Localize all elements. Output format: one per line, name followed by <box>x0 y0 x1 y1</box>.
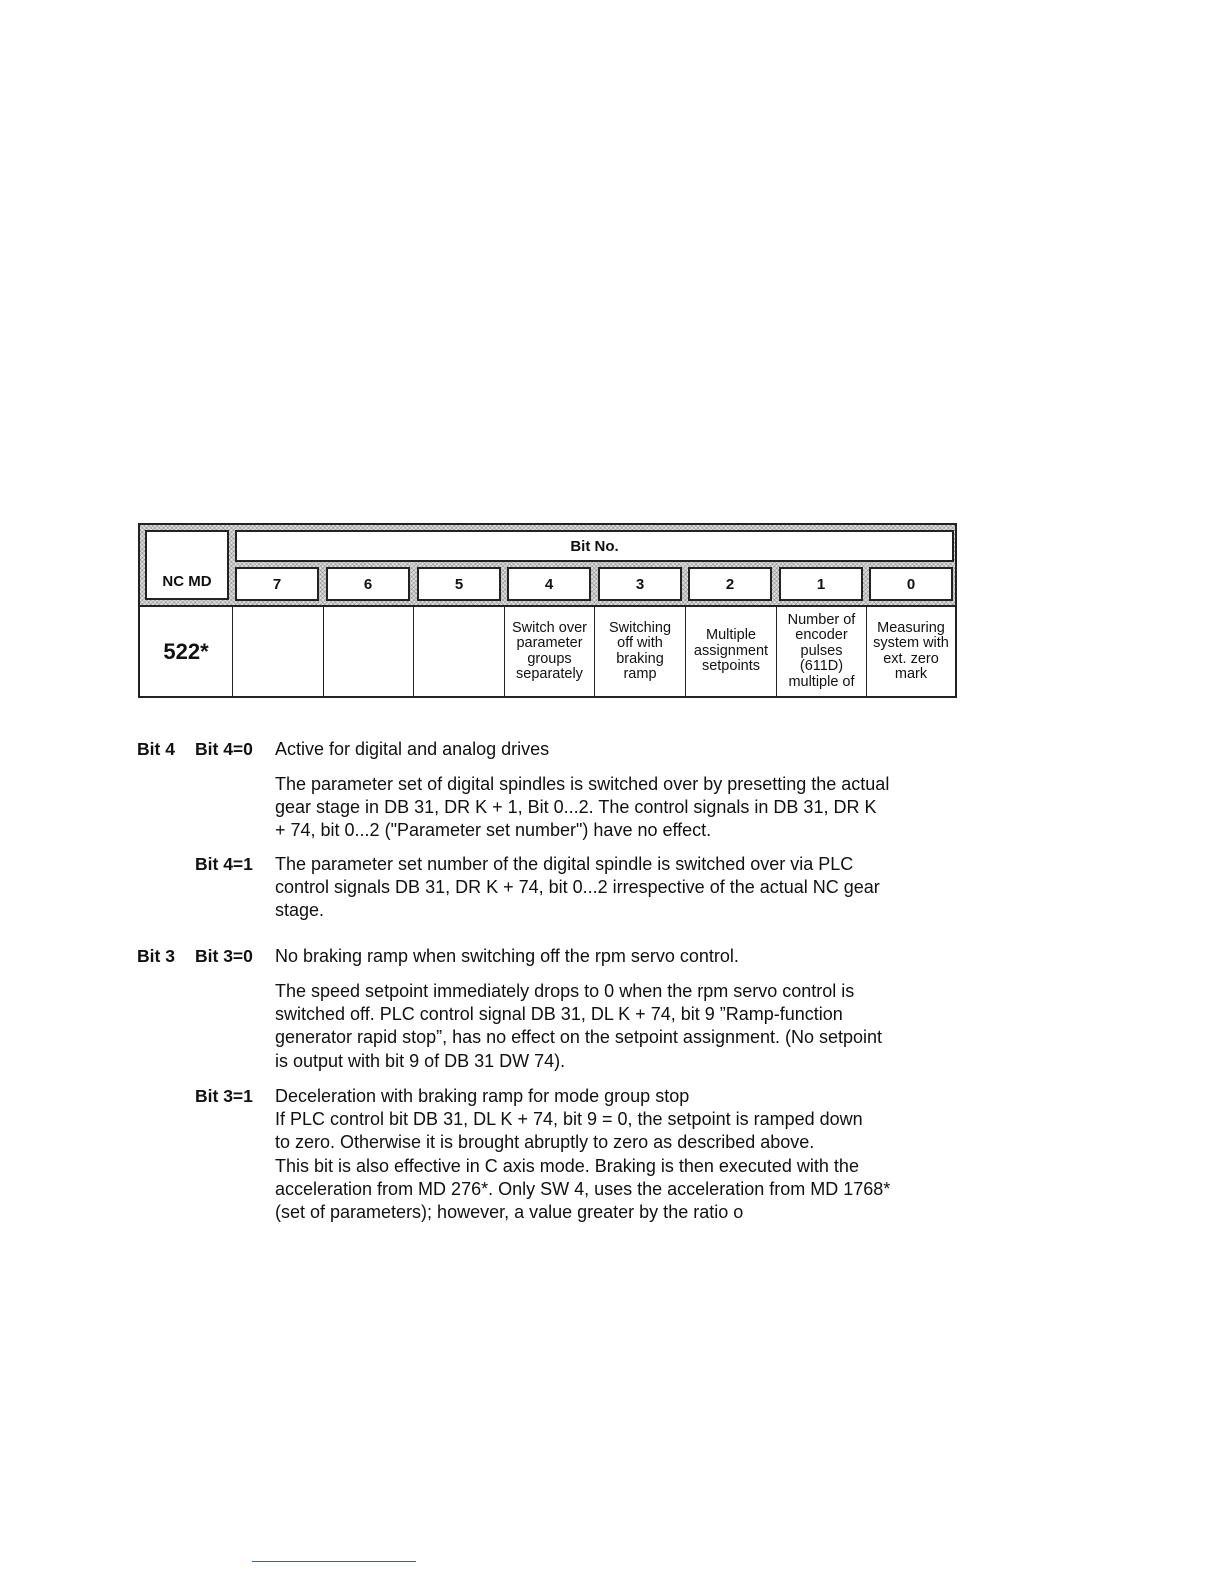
bit-number: 0 <box>906 575 916 593</box>
bit-cell-line: (611D) <box>799 658 844 675</box>
bit-number: 7 <box>272 575 282 593</box>
bit-cell-line: groups <box>527 650 572 667</box>
bit-header-0 <box>869 567 953 601</box>
bit-cell-line: setpoints <box>701 658 761 675</box>
md-value-row <box>140 605 955 696</box>
bit-number: 4 <box>544 575 554 593</box>
bit-assignment-table <box>138 523 957 698</box>
bit-cell-line: Switch over <box>512 619 587 636</box>
bit-no-label: Bit No. <box>570 537 619 555</box>
bit-number: 3 <box>635 575 645 593</box>
nc-md-label: NC MD <box>162 573 212 590</box>
bit-cell-line: braking <box>616 650 664 667</box>
bit-case-label: Bit 3=0 <box>195 946 253 966</box>
bit-cell-line: system with <box>873 635 949 651</box>
bit-cell-line: parameter <box>516 635 583 651</box>
paragraph-line: to zero. Otherwise it is brought abruptly to zero as described above. <box>275 1132 815 1153</box>
bit-cell-3 <box>594 607 685 696</box>
bit-case-paragraph <box>275 980 940 1073</box>
paragraph-line: (set of parameters); however, a value greater by the ratio o <box>275 1201 744 1222</box>
bit-cell-line: Switching <box>608 619 672 636</box>
bit-section-label: Bit 4 <box>137 739 175 759</box>
bit-cell-line: mark <box>894 666 928 682</box>
bit-cell-0 <box>866 607 955 696</box>
bit-case-paragraph <box>275 945 940 968</box>
paragraph-line: switched off. PLC control signal DB 31, DL K + 74, bit 9 ”Ramp-function <box>275 1004 843 1025</box>
paragraph-line: The parameter set of digital spindles is switched over by presetting the actual <box>275 774 890 794</box>
footer-rule <box>252 1561 416 1562</box>
bit-cell-line: Number of <box>787 611 856 628</box>
bit-cell-2 <box>685 607 776 696</box>
bit-header-2 <box>688 567 772 601</box>
bit-number: 5 <box>454 575 464 593</box>
bit-cell-6 <box>323 607 413 696</box>
paragraph-line: generator rapid stop”, has no effect on the setpoint assignment. (No setpoint <box>275 1027 883 1048</box>
bit-cell-line: pulses <box>800 642 843 659</box>
bit-case-label: Bit 4=1 <box>195 854 253 874</box>
nc-md-header <box>145 530 229 600</box>
paragraph-line: The parameter set number of the digital spindle is switched over via PLC <box>275 854 854 874</box>
md-value-cell <box>140 607 232 696</box>
bit-case-label: Bit 3=1 <box>195 1086 253 1106</box>
bit-case-paragraph <box>275 853 940 923</box>
paragraph-line: + 74, bit 0...2 ("Parameter set number") have no effect. <box>275 820 712 841</box>
paragraph-line: Deceleration with braking ramp for mode group stop <box>275 1086 690 1106</box>
bit-cell-4 <box>504 607 594 696</box>
paragraph-line: Active for digital and analog drives <box>275 739 550 759</box>
bit-number: 2 <box>725 575 735 593</box>
bit-header-5 <box>417 567 501 601</box>
bit-cell-line: ext. zero <box>883 650 939 667</box>
bit-cell-5 <box>413 607 504 696</box>
bit-cell-7 <box>232 607 323 696</box>
bit-case-label: Bit 4=0 <box>195 739 253 759</box>
bit-header-1 <box>779 567 863 601</box>
paragraph-line: acceleration from MD 276*. Only SW 4, uses the acceleration from MD 1768* <box>275 1178 891 1199</box>
bit-cell-line: Multiple <box>706 627 756 644</box>
bit-cell-1 <box>776 607 866 696</box>
bit-number: 1 <box>816 575 826 593</box>
bit-case-paragraph <box>275 773 940 843</box>
bit-case-paragraph <box>275 738 940 761</box>
bit-case-paragraph <box>275 1085 940 1224</box>
paragraph-line: is output with bit 9 of DB 31 DW 74). <box>275 1050 566 1071</box>
paragraph-line: gear stage in DB 31, DR K + 1, Bit 0...2. The control signals in DB 31, DR K <box>275 797 877 818</box>
md-value: 522* <box>163 638 209 664</box>
bit-section-label: Bit 3 <box>137 946 175 966</box>
bit-no-header <box>235 530 954 562</box>
paragraph-line: No braking ramp when switching off the rpm servo control. <box>275 946 739 966</box>
bit-header-6 <box>326 567 410 601</box>
paragraph-line: This bit is also effective in C axis mode. Braking is then executed with the <box>275 1155 859 1176</box>
bit-header-4 <box>507 567 591 601</box>
paragraph-line: If PLC control bit DB 31, DL K + 74, bit 9 = 0, the setpoint is ramped down <box>275 1109 863 1130</box>
bit-cell-line: multiple of <box>788 673 855 690</box>
bit-cell-line: off with <box>617 635 663 651</box>
paragraph-line: control signals DB 31, DR K + 74, bit 0...2 irrespective of the actual NC gear <box>275 877 880 898</box>
bit-number: 6 <box>363 575 373 593</box>
bit-header-3 <box>598 567 682 601</box>
bit-cell-line: separately <box>516 666 583 682</box>
bit-cell-line: ramp <box>623 666 657 682</box>
paragraph-line: The speed setpoint immediately drops to 0 when the rpm servo control is <box>275 981 855 1001</box>
bit-cell-line: encoder <box>795 627 848 644</box>
bit-header-7 <box>235 567 319 601</box>
bit-cell-line: Measuring <box>877 619 945 636</box>
paragraph-line: stage. <box>275 900 325 921</box>
bit-cell-line: assignment <box>693 642 769 659</box>
